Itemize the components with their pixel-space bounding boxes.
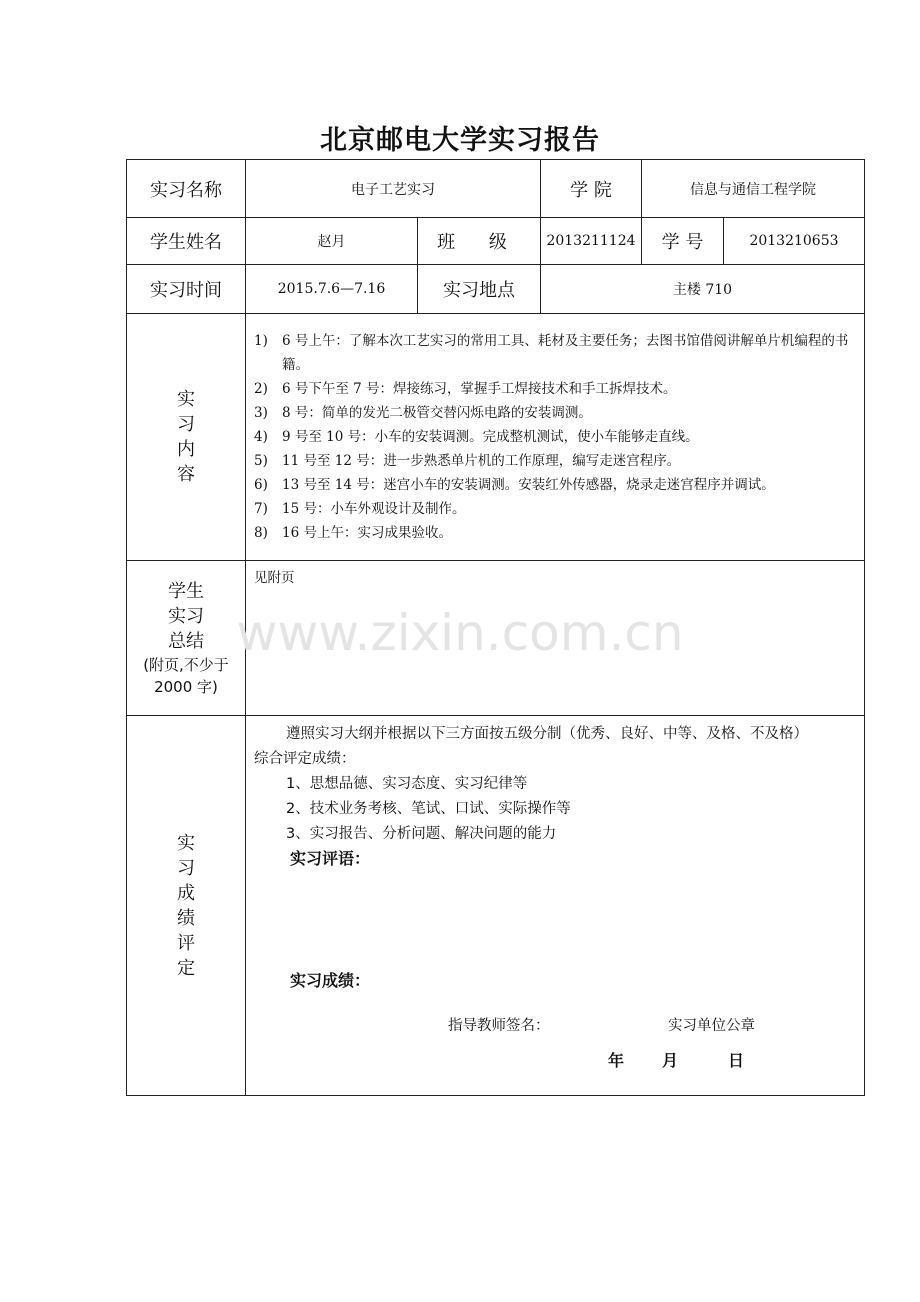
row-content bbox=[127, 314, 865, 561]
place-value: 主楼 710 bbox=[541, 265, 865, 314]
list-item: 3) 8 号：简单的发光二极管交替闪烁电路的安装调测。 bbox=[254, 405, 592, 421]
list-item: 8) 16 号上午：实习成果验收。 bbox=[254, 525, 452, 541]
college-label: 学 院 bbox=[541, 160, 642, 218]
time-label: 实习时间 bbox=[127, 265, 246, 314]
student-name-value: 赵月 bbox=[246, 218, 418, 265]
page-title: 北京邮电大学实习报告 bbox=[320, 125, 600, 156]
class-value: 2013211124 bbox=[541, 218, 642, 265]
place-label: 实习地点 bbox=[418, 265, 541, 314]
report-table bbox=[126, 159, 865, 1096]
internship-name-label: 实习名称 bbox=[127, 160, 246, 218]
date-year: 年 bbox=[608, 1051, 625, 1070]
evaluation-label: 实 习 成 绩 评 定 bbox=[127, 716, 246, 1096]
watermark: www.zixin.com.cn bbox=[236, 604, 684, 662]
content-label: 实 习 内 容 bbox=[127, 314, 246, 561]
grade-label: 实习成绩： bbox=[290, 971, 371, 990]
list-item: 6) 13 号至 14 号：迷宫小车的安装调测。安装红外传感器，烧录走迷宫程序并调试。 bbox=[254, 477, 775, 493]
list-item: 4) 9 号至 10 号：小车的安装调测。完成整机测试，使小车能够走直线。 bbox=[254, 429, 699, 445]
criterion-3: 3、实习报告、分析问题、解决问题的能力 bbox=[286, 826, 557, 842]
date-month: 月 bbox=[662, 1051, 679, 1070]
time-value: 2015.7.6—7.16 bbox=[246, 265, 418, 314]
comment-label: 实习评语： bbox=[290, 849, 371, 868]
row-internship-name bbox=[127, 160, 865, 218]
date-day: 日 bbox=[728, 1051, 745, 1070]
evaluation-cell bbox=[246, 716, 865, 1096]
list-item: 1) 6 号上午：了解本次工艺实习的常用工具、耗材及主要任务；去图书馆借阅讲解单片机编程的书籍。 bbox=[254, 333, 849, 373]
list-item: 2) 6 号下午至 7 号：焊接练习，掌握手工焊接技术和手工拆焊技术。 bbox=[254, 381, 677, 397]
row-evaluation bbox=[127, 716, 865, 1096]
content-list bbox=[246, 329, 864, 545]
row-student bbox=[127, 218, 865, 265]
student-id-label: 学 号 bbox=[642, 218, 724, 265]
list-item: 7) 15 号：小车外观设计及制作。 bbox=[254, 501, 466, 517]
college-value: 信息与通信工程学院 bbox=[642, 160, 865, 218]
list-item: 5) 11 号至 12 号：进一步熟悉单片机的工作原理，编写走迷宫程序。 bbox=[254, 453, 681, 469]
row-summary bbox=[127, 561, 865, 716]
student-name-label: 学生姓名 bbox=[127, 218, 246, 265]
teacher-signature-label: 指导教师签名： bbox=[448, 1018, 550, 1034]
criterion-1: 1、思想品德、实习态度、实习纪律等 bbox=[286, 776, 528, 792]
class-label: 班 级 bbox=[418, 218, 541, 265]
evaluation-intro: 遵照实习大纲并根据以下三方面按五级分制（优秀、良好、中等、及格、不及格） bbox=[286, 726, 808, 742]
internship-name-value: 电子工艺实习 bbox=[246, 160, 541, 218]
criterion-2: 2、技术业务考核、笔试、口试、实际操作等 bbox=[286, 801, 571, 817]
evaluation-intro-cont: 综合评定成绩： bbox=[254, 751, 356, 767]
student-id-value: 2013210653 bbox=[724, 218, 865, 265]
row-time-place bbox=[127, 265, 865, 314]
summary-cell bbox=[246, 561, 865, 716]
summary-text: 见附页 bbox=[254, 570, 295, 586]
unit-seal-label: 实习单位公章 bbox=[668, 1018, 755, 1034]
summary-label: 学生 实习 总结 (附页,不少于 2000 字) bbox=[127, 561, 246, 716]
content-list-cell bbox=[246, 314, 865, 561]
evaluation-content bbox=[246, 716, 864, 1094]
